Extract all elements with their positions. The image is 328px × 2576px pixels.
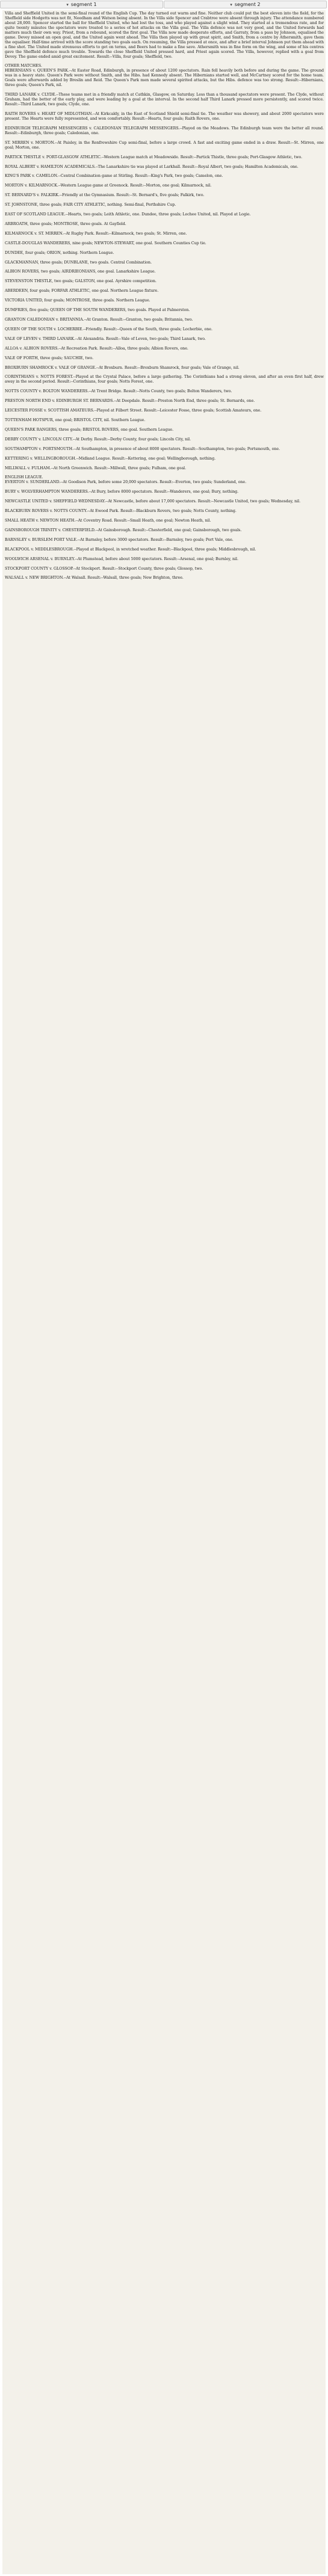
article-text: Villa and Sheffield United in the semi-final round of the English Cup. The day turned out warm and fine. Neither club could put the best eleven into the field, for the Sheffield side Hodgetts was not fit, Needham and Watson being absent. In the Villa side Spencer and Crabtree were absent through injury. The attendance numbered about 28,000. Spencer started the ball for Sheffield United, who had lost the toss, and who played against a slight wind. They started at a tremendous rate, and for quite twenty minutes the spectators were treated to a series of hot attacks on the Villa goal. The Villa defence was not very good, and the United forwards had matters much their own way. Priest, from a rebound, scored the first goal. The Villa now made desperate efforts, and Garraty, from a pass by Johnson, equalised the game. Devey missed an open goal, and the United again went ahead. The Villa then played up with great spirit, and Smith, from a centre by Athersmith, gave them the equaliser. Half-time arrived with the score standing two goals each. On resuming, the Villa pressed at once, and after a brief interval Johnson put them ahead with a fine shot. The United made strenuous efforts to get on terms, and Beers had to make a fine save. Athersmith was in fine form on the wing, and some of his centres gave the Sheffield defence much trouble. Towards the close Sheffield United pressed hard, and Priest again scored. The Villa, however, replied with a goal from Devey. The game ended amid great excitement. Result:--Villa, four goals; Sheffield, two. OTHER MATCHES. HIBERNIANS v. QUEEN'S PARK.--At Easter Road, Edinburgh, in presence of about 1200 spectators. Rain fell heavily both before and during the game. The ground was in a heavy state. Queen's Park were without Smith, and the Hibs. had Kennedy absent. The Hibernians started well, and McCartney scored for the home team. Goals were afterwards added by Breslin and Reid. The Queen's Park men made several spirited attacks, but the Hibs. defence was too strong. Result:--Hibernians, three goals; Queen's Park, nil. THIRD LANARK v. CLYDE.--These teams met in a friendly match at Cathkin, Glasgow, on Saturday. Less than a thousand spectators were present. The Clyde, without Graham, had the better of the early play, and were leading by a goal at the interval. In the second half Third Lanark pressed more persistently, and scored twice. Result:--Third Lanark, two goals; Clyde, one. RAITH ROVERS v. HEART OF MIDLOTHIAN.--At Kirkcaldy, in the East of Scotland Shield semi-final tie. The weather was showery, and about 2000 spectators were present. The Hearts were fully represented, and won comfortably. Result:--Hearts, four goals; Raith Rovers, one. EDINBURGH TELEGRAPH MESSENGERS v. CALEDONIAN TELEGRAPH MESSENGERS.--Played on the Meadows. The Edinburgh team were the better all round. Result:--Edinburgh, three goals; Caledonian, one. ST. MIRREN v. MORTON.--At Paisley, in the Renfrewshire Cup semi-final, before a large crowd. A fast and exciting game ended in a draw. Result:--St. Mirren, one goal; Morton, one. PARTICK THISTLE v. PORT-GLASGOW ATHLETIC.--Western League match at Meadowside. Result:--Partick Thistle, three goals; Port-Glasgow Athletic, two. ROYAL ALBERT v. HAMILTON ACADEMICALS.--The Lanarkshire tie was played at Larkhall. Result:--Royal Albert, two goals; Hamilton Academicals, one. KING'S PARK v. CAMELON.--Central Combination game at Stirling. Result:--King's Park, two goals; Camelon, one. MORTON v. KILMARNOCK.--Western League game at Greenock. Result:--Morton, one goal; Kilmarnock, nil. ST. BERNARD'S v. FALKIRK.--Friendly at the Gymnasium. Result:--St. Bernard's, five goals; Falkirk, two. ST. JOHNSTONE, three goals; FAIR CITY ATHLETIC, nothing. Semi-final, Perthshire Cup. EAST OF SCOTLAND LEAGUE.--Hearts, two goals; Leith Athletic, one. Dundee, three goals; Lochee United, nil. Played at Logie. ARBROATH, three goals; MONTROSE, three goals. At Gayfield. KILMARNOCK v. ST. MIRREN.--At Rugby Park. Result:--Kilmarnock, two goals; St. Mirren, one. CASTLE-DOUGLAS WANDERERS, nine goals; NEWTON-STEWART, one goal. Southern Counties Cup tie. DUNDEE, four goals; ORION, nothing. Northern League. GLACKMANNAN, three goals; DUNBLANE, two goals. Central Combination. ALBION ROVERS, two goals; AIRDRIEONIANS, one goal. Lanarkshire League. STEVENSTON THISTLE, two goals; GALSTON, one goal. Ayrshire competition. ABERDEEN, four goals; FORFAR ATHLETIC, one goal. Northern League fixture. VICTORIA UNITED, four goals; MONTROSE, three goals. Northern League. DUMFRIES, five goals; QUEEN OF THE SOUTH WANDERERS, two goals. Played at Palmerston. GRANTON CALEDONIAN v. BRITANNIA.--At Granton. Result:--Granton, two goals; Britannia, two. QUEEN OF THE SOUTH v. LOCHERBIE.--Friendly. Result:--Queen of the South, three goals; Locherbie, one. VALE OF LEVEN v. THIRD LANARK.--At Alexandria. Result:--Vale of Leven, two goals; Third Lanark, two. ALLOA v. ALBION ROVERS.--At Recreation Park. Result:--Alloa, three goals; Albion Rovers, one. VALE OF FORTH, three goals; SAUCHIE, two. BROXBURN SHAMROCK v. VALE OF GRANGE.--At Broxburn. Result:--Broxburn Shamrock, four goals; Vale of Grange, nil. CORINTHIANS v. NOTTS FOREST.--Played at the Crystal Palace, before a large gathering. The Corinthians had a strong eleven, and after an even first half, drew away in the second period. Result:--Corinthians, four goals; Notts Forest, one. NOTTS COUNTY v. BOLTON WANDERERS.--At Trent Bridge. Result:--Notts County, two goals; Bolton Wanderers, two. PRESTON NORTH END v. EDINBURGH ST. BERNARDS.--At Deepdale. Result:--Preston North End, three goals; St. Bernards, one. LEICESTER FOSSE v. SCOTTISH AMATEURS.--Played at Filbert Street. Result:--Leicester Fosse, three goals; Scottish Amateurs, one. TOTTENHAM HOTSPUR, one goal; BRISTOL CITY, nil. Southern League. QUEEN'S PARK RANGERS, three goals; BRISTOL ROVERS, one goal. Southern League. DERBY COUNTY v. LINCOLN CITY.--At Derby. Result:--Derby County, four goals; Lincoln City, nil. SOUTHAMPTON v. PORTSMOUTH.--At Southampton, in presence of about 8000 spectators. Result:--Southampton, two goals; Portsmouth, one. KETTERING v. WELLINGBOROUGH.--Midland League. Result:--Kettering, one goal; Wellingborough, nothing. MILLWALL v. FULHAM.--At North Greenwich. Result:--Millwall, three goals; Fulham, one goal. ENGLISH LEAGUE. EVERTON v. SUNDERLAND.--At Goodison Park, before some 20,000 spectators. Result:--Everton, two goals; Sunderland, one. BURY v. WOLVERHAMPTON WANDERERS.--At Bury, before 8000 spectators. Result:--Wanderers, one goal; Bury, nothing. NEWCASTLE UNITED v. SHEFFIELD WEDNESDAY.--At Newcastle, before about 17,000 spectators. Result:--Newcastle United, two goals; Wednesday, nil. BLACKBURN ROVERS v. NOTTS COUNTY.--At Ewood Park. Result:--Blackburn Rovers, two goals; Notts County, nothing. SMALL HEATH v. NEWTON HEATH.--At Coventry Road. Result:--Small Heath, one goal; Newton Heath, nil. GAINSBOROUGH TRINITY v. CHESTERFIELD.--At Gainsborough. Result:--Chesterfield, one goal; Gainsborough, two goals. BARNSLEY v. BURSLEM PORT VALE.--At Barnsley, before 3000 spectators. Result:--Barnsley, two goals; Port Vale, one. BLACKPOOL v. MIDDLESBROUGH.--Played at Blackpool, in wretched weather. Result:--Blackpool, three goals; Middlesbrough, nil. WOOLWICH ARSENAL v. BURNLEY.--At Plumstead, before about 5000 spectators. Result:--Arsenal, one goal; Burnley, nil. STOCKPORT COUNTY v. GLOSSOP.--At Stockport. Result:--Stockport County, three goals; Glossop, two. WALSALL v. NEW BRIGHTON.--At Walsall. Result:--Walsall, three goals; New Brighton, three.: [5, 11, 324, 581]
chevron-down-icon: ▾: [66, 2, 69, 7]
segment-tab-2[interactable]: [164, 1, 327, 8]
segment-tab-2-label: segment 2: [234, 2, 261, 7]
segment-tab-bar: [0, 0, 328, 9]
newspaper-column-scan: [2, 10, 326, 2574]
segment-tab-1[interactable]: [0, 1, 163, 8]
segment-tab-1-label: segment 1: [70, 2, 97, 7]
chevron-down-icon: ▾: [230, 2, 232, 7]
